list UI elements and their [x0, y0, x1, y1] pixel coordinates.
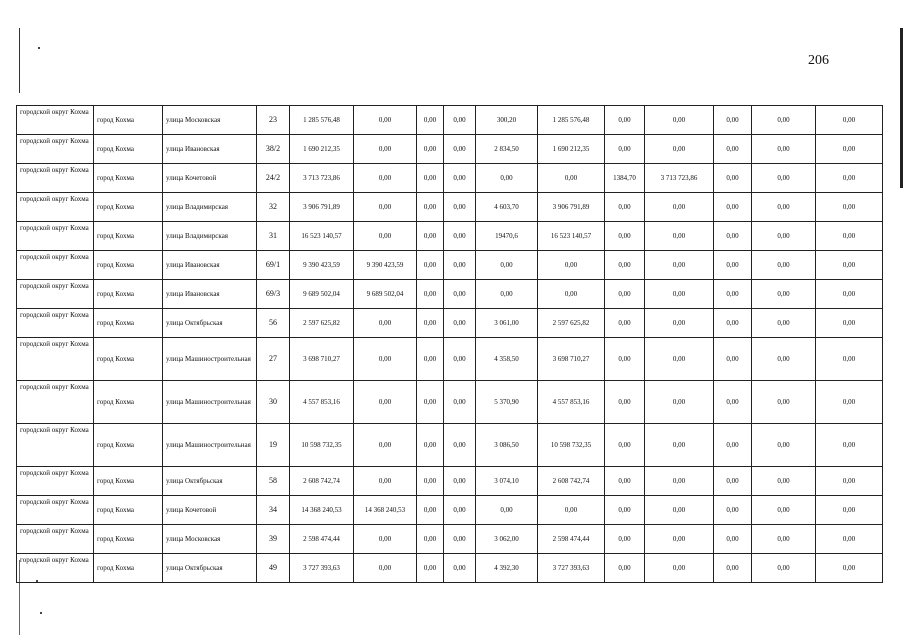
house-number-cell: 58 [257, 467, 290, 496]
value-cell: 0,00 [444, 338, 476, 381]
value-cell: 0,00 [714, 222, 752, 251]
value-cell: 4 358,50 [476, 338, 538, 381]
value-cell: 5 370,90 [476, 381, 538, 424]
table-row [17, 280, 883, 309]
house-number-cell: 69/3 [257, 280, 290, 309]
value-cell: 0,00 [538, 496, 605, 525]
table-row [17, 193, 883, 222]
house-number-cell: 32 [257, 193, 290, 222]
value-cell: 0,00 [645, 193, 714, 222]
district-cell: городской округ Кохма [17, 251, 94, 280]
value-cell: 0,00 [476, 280, 538, 309]
value-cell: 0,00 [645, 554, 714, 583]
value-cell: 0,00 [714, 496, 752, 525]
value-cell: 0,00 [714, 193, 752, 222]
value-cell: 0,00 [605, 193, 645, 222]
value-cell: 0,00 [538, 251, 605, 280]
value-cell: 0,00 [816, 467, 883, 496]
value-cell: 0,00 [476, 251, 538, 280]
value-cell: 0,00 [816, 424, 883, 467]
table-row [17, 106, 883, 135]
value-cell: 3 086,50 [476, 424, 538, 467]
value-cell: 0,00 [444, 193, 476, 222]
value-cell: 4 392,30 [476, 554, 538, 583]
district-cell: городской округ Кохма [17, 381, 94, 424]
value-cell: 0,00 [816, 338, 883, 381]
value-cell: 0,00 [816, 164, 883, 193]
value-cell: 0,00 [605, 338, 645, 381]
table-row [17, 164, 883, 193]
district-cell: городской округ Кохма [17, 106, 94, 135]
value-cell: 0,00 [752, 280, 816, 309]
value-cell: 0,00 [417, 525, 444, 554]
value-cell: 0,00 [444, 309, 476, 338]
table-row [17, 135, 883, 164]
street-cell: улица Октябрьская [163, 309, 257, 338]
district-cell: городской округ Кохма [17, 222, 94, 251]
value-cell: 0,00 [354, 106, 417, 135]
city-cell: город Кохма [94, 424, 163, 467]
value-cell: 0,00 [714, 280, 752, 309]
table-row [17, 309, 883, 338]
value-cell: 0,00 [816, 280, 883, 309]
value-cell: 0,00 [645, 525, 714, 554]
city-cell: город Кохма [94, 525, 163, 554]
city-cell: город Кохма [94, 280, 163, 309]
district-cell: городской округ Кохма [17, 338, 94, 381]
value-cell: 0,00 [816, 222, 883, 251]
street-cell: улица Машиностроительная [163, 424, 257, 467]
value-cell: 300,20 [476, 106, 538, 135]
value-cell: 2 598 474,44 [538, 525, 605, 554]
value-cell: 0,00 [605, 222, 645, 251]
value-cell: 0,00 [417, 135, 444, 164]
city-cell: город Кохма [94, 554, 163, 583]
district-cell: городской округ Кохма [17, 164, 94, 193]
value-cell: 10 598 732,35 [538, 424, 605, 467]
city-cell: город Кохма [94, 496, 163, 525]
table-body [17, 106, 883, 583]
value-cell: 0,00 [417, 106, 444, 135]
value-cell: 0,00 [714, 467, 752, 496]
value-cell: 0,00 [714, 251, 752, 280]
table-row [17, 525, 883, 554]
value-cell: 9 390 423,59 [290, 251, 354, 280]
street-cell: улица Октябрьская [163, 467, 257, 496]
value-cell: 0,00 [714, 554, 752, 583]
house-number-cell: 27 [257, 338, 290, 381]
house-number-cell: 49 [257, 554, 290, 583]
value-cell: 0,00 [417, 424, 444, 467]
value-cell: 0,00 [417, 496, 444, 525]
data-table [16, 105, 883, 583]
value-cell: 1384,70 [605, 164, 645, 193]
value-cell: 0,00 [752, 193, 816, 222]
value-cell: 0,00 [444, 280, 476, 309]
value-cell: 4 603,70 [476, 193, 538, 222]
house-number-cell: 34 [257, 496, 290, 525]
value-cell: 0,00 [444, 381, 476, 424]
value-cell: 0,00 [417, 164, 444, 193]
value-cell: 0,00 [645, 222, 714, 251]
value-cell: 19470,6 [476, 222, 538, 251]
value-cell: 0,00 [714, 381, 752, 424]
city-cell: город Кохма [94, 164, 163, 193]
street-cell: улица Машиностроительная [163, 338, 257, 381]
street-cell: улица Кочетовой [163, 496, 257, 525]
city-cell: город Кохма [94, 381, 163, 424]
value-cell: 0,00 [417, 251, 444, 280]
value-cell: 0,00 [444, 251, 476, 280]
value-cell: 0,00 [645, 338, 714, 381]
scan-speck [38, 47, 40, 49]
value-cell: 2 598 474,44 [290, 525, 354, 554]
value-cell: 0,00 [645, 467, 714, 496]
street-cell: улица Ивановская [163, 280, 257, 309]
value-cell: 0,00 [645, 106, 714, 135]
value-cell: 0,00 [816, 525, 883, 554]
table-row [17, 222, 883, 251]
value-cell: 0,00 [816, 554, 883, 583]
value-cell: 0,00 [752, 251, 816, 280]
city-cell: город Кохма [94, 106, 163, 135]
value-cell: 0,00 [714, 338, 752, 381]
value-cell: 0,00 [605, 496, 645, 525]
value-cell: 2 597 625,82 [290, 309, 354, 338]
value-cell: 0,00 [605, 381, 645, 424]
house-number-cell: 69/1 [257, 251, 290, 280]
value-cell: 3 906 791,89 [290, 193, 354, 222]
value-cell: 0,00 [752, 424, 816, 467]
city-cell: город Кохма [94, 251, 163, 280]
value-cell: 3 062,00 [476, 525, 538, 554]
value-cell: 0,00 [417, 280, 444, 309]
house-number-cell: 19 [257, 424, 290, 467]
street-cell: улица Машиностроительная [163, 381, 257, 424]
value-cell: 3 698 710,27 [538, 338, 605, 381]
value-cell: 0,00 [417, 193, 444, 222]
street-cell: улица Московская [163, 106, 257, 135]
house-number-cell: 39 [257, 525, 290, 554]
value-cell: 0,00 [417, 309, 444, 338]
page-number: 206 [808, 53, 829, 68]
value-cell: 0,00 [714, 525, 752, 554]
value-cell: 0,00 [417, 554, 444, 583]
value-cell: 0,00 [444, 135, 476, 164]
value-cell: 0,00 [605, 135, 645, 164]
value-cell: 0,00 [538, 280, 605, 309]
value-cell: 0,00 [605, 554, 645, 583]
value-cell: 0,00 [816, 496, 883, 525]
value-cell: 0,00 [354, 222, 417, 251]
value-cell: 14 368 240,53 [290, 496, 354, 525]
value-cell: 0,00 [816, 381, 883, 424]
scan-speck [40, 612, 42, 614]
value-cell: 16 523 140,57 [538, 222, 605, 251]
value-cell: 0,00 [476, 164, 538, 193]
value-cell: 16 523 140,57 [290, 222, 354, 251]
value-cell: 0,00 [444, 554, 476, 583]
value-cell: 0,00 [354, 309, 417, 338]
district-cell: городской округ Кохма [17, 135, 94, 164]
value-cell: 3 713 723,86 [290, 164, 354, 193]
city-cell: город Кохма [94, 135, 163, 164]
value-cell: 0,00 [354, 193, 417, 222]
value-cell: 0,00 [417, 467, 444, 496]
city-cell: город Кохма [94, 193, 163, 222]
street-cell: улица Ивановская [163, 251, 257, 280]
value-cell: 0,00 [752, 135, 816, 164]
value-cell: 0,00 [714, 309, 752, 338]
value-cell: 0,00 [417, 222, 444, 251]
value-cell: 0,00 [714, 106, 752, 135]
district-cell: городской округ Кохма [17, 309, 94, 338]
district-cell: городской округ Кохма [17, 280, 94, 309]
value-cell: 9 689 502,04 [290, 280, 354, 309]
value-cell: 1 285 576,48 [290, 106, 354, 135]
street-cell: улица Московская [163, 525, 257, 554]
street-cell: улица Октябрьская [163, 554, 257, 583]
table-row [17, 338, 883, 381]
value-cell: 0,00 [605, 467, 645, 496]
district-cell: городской округ Кохма [17, 193, 94, 222]
value-cell: 0,00 [645, 309, 714, 338]
value-cell: 0,00 [444, 164, 476, 193]
street-cell: улица Кочетовой [163, 164, 257, 193]
value-cell: 0,00 [476, 496, 538, 525]
value-cell: 0,00 [605, 525, 645, 554]
value-cell: 0,00 [354, 338, 417, 381]
city-cell: город Кохма [94, 309, 163, 338]
value-cell: 0,00 [605, 251, 645, 280]
value-cell: 0,00 [752, 309, 816, 338]
table-row [17, 424, 883, 467]
value-cell: 0,00 [816, 193, 883, 222]
value-cell: 0,00 [816, 135, 883, 164]
street-cell: улица Владимирская [163, 222, 257, 251]
value-cell: 0,00 [752, 222, 816, 251]
value-cell: 0,00 [816, 251, 883, 280]
value-cell: 0,00 [645, 424, 714, 467]
value-cell: 9 689 502,04 [354, 280, 417, 309]
house-number-cell: 30 [257, 381, 290, 424]
house-number-cell: 23 [257, 106, 290, 135]
house-number-cell: 38/2 [257, 135, 290, 164]
value-cell: 1 690 212,35 [290, 135, 354, 164]
value-cell: 0,00 [752, 106, 816, 135]
value-cell: 3 698 710,27 [290, 338, 354, 381]
city-cell: город Кохма [94, 338, 163, 381]
value-cell: 3 713 723,86 [645, 164, 714, 193]
value-cell: 0,00 [752, 164, 816, 193]
value-cell: 0,00 [714, 164, 752, 193]
value-cell: 0,00 [752, 467, 816, 496]
value-cell: 0,00 [605, 309, 645, 338]
value-cell: 0,00 [538, 164, 605, 193]
value-cell: 0,00 [714, 135, 752, 164]
value-cell: 0,00 [605, 280, 645, 309]
value-cell: 0,00 [444, 424, 476, 467]
value-cell: 0,00 [752, 338, 816, 381]
value-cell: 0,00 [444, 467, 476, 496]
district-cell: городской округ Кохма [17, 424, 94, 467]
city-cell: город Кохма [94, 222, 163, 251]
value-cell: 0,00 [605, 106, 645, 135]
value-cell: 0,00 [354, 424, 417, 467]
value-cell: 1 690 212,35 [538, 135, 605, 164]
value-cell: 0,00 [444, 222, 476, 251]
value-cell: 0,00 [752, 525, 816, 554]
value-cell: 3 727 393,63 [290, 554, 354, 583]
value-cell: 0,00 [816, 106, 883, 135]
table-row [17, 381, 883, 424]
value-cell: 0,00 [354, 164, 417, 193]
value-cell: 0,00 [645, 496, 714, 525]
value-cell: 0,00 [605, 424, 645, 467]
district-cell: городской округ Кохма [17, 467, 94, 496]
value-cell: 10 598 732,35 [290, 424, 354, 467]
scan-edge-line [900, 28, 903, 188]
value-cell: 2 597 625,82 [538, 309, 605, 338]
value-cell: 4 557 853,16 [290, 381, 354, 424]
city-cell: город Кохма [94, 467, 163, 496]
house-number-cell: 56 [257, 309, 290, 338]
value-cell: 9 390 423,59 [354, 251, 417, 280]
table-row [17, 251, 883, 280]
value-cell: 2 834,50 [476, 135, 538, 164]
value-cell: 14 368 240,53 [354, 496, 417, 525]
value-cell: 0,00 [645, 251, 714, 280]
value-cell: 0,00 [354, 525, 417, 554]
value-cell: 0,00 [752, 554, 816, 583]
value-cell: 2 608 742,74 [538, 467, 605, 496]
value-cell: 0,00 [444, 525, 476, 554]
value-cell: 0,00 [752, 381, 816, 424]
value-cell: 0,00 [417, 381, 444, 424]
district-cell: городской округ Кохма [17, 554, 94, 583]
house-number-cell: 31 [257, 222, 290, 251]
table-row [17, 554, 883, 583]
value-cell: 3 727 393,63 [538, 554, 605, 583]
table-row [17, 467, 883, 496]
table-row [17, 496, 883, 525]
value-cell: 0,00 [752, 496, 816, 525]
value-cell: 0,00 [354, 381, 417, 424]
house-number-cell: 24/2 [257, 164, 290, 193]
value-cell: 0,00 [354, 135, 417, 164]
value-cell: 0,00 [645, 381, 714, 424]
street-cell: улица Ивановская [163, 135, 257, 164]
value-cell: 0,00 [645, 280, 714, 309]
value-cell: 0,00 [354, 467, 417, 496]
value-cell: 0,00 [816, 309, 883, 338]
value-cell: 4 557 853,16 [538, 381, 605, 424]
value-cell: 0,00 [354, 554, 417, 583]
value-cell: 0,00 [645, 135, 714, 164]
district-cell: городской округ Кохма [17, 525, 94, 554]
street-cell: улица Владимирская [163, 193, 257, 222]
value-cell: 3 074,10 [476, 467, 538, 496]
scan-edge-line [19, 28, 20, 93]
value-cell: 3 061,00 [476, 309, 538, 338]
value-cell: 2 608 742,74 [290, 467, 354, 496]
district-cell: городской округ Кохма [17, 496, 94, 525]
value-cell: 3 906 791,89 [538, 193, 605, 222]
value-cell: 0,00 [444, 106, 476, 135]
value-cell: 0,00 [444, 496, 476, 525]
value-cell: 0,00 [417, 338, 444, 381]
value-cell: 1 285 576,48 [538, 106, 605, 135]
value-cell: 0,00 [714, 424, 752, 467]
